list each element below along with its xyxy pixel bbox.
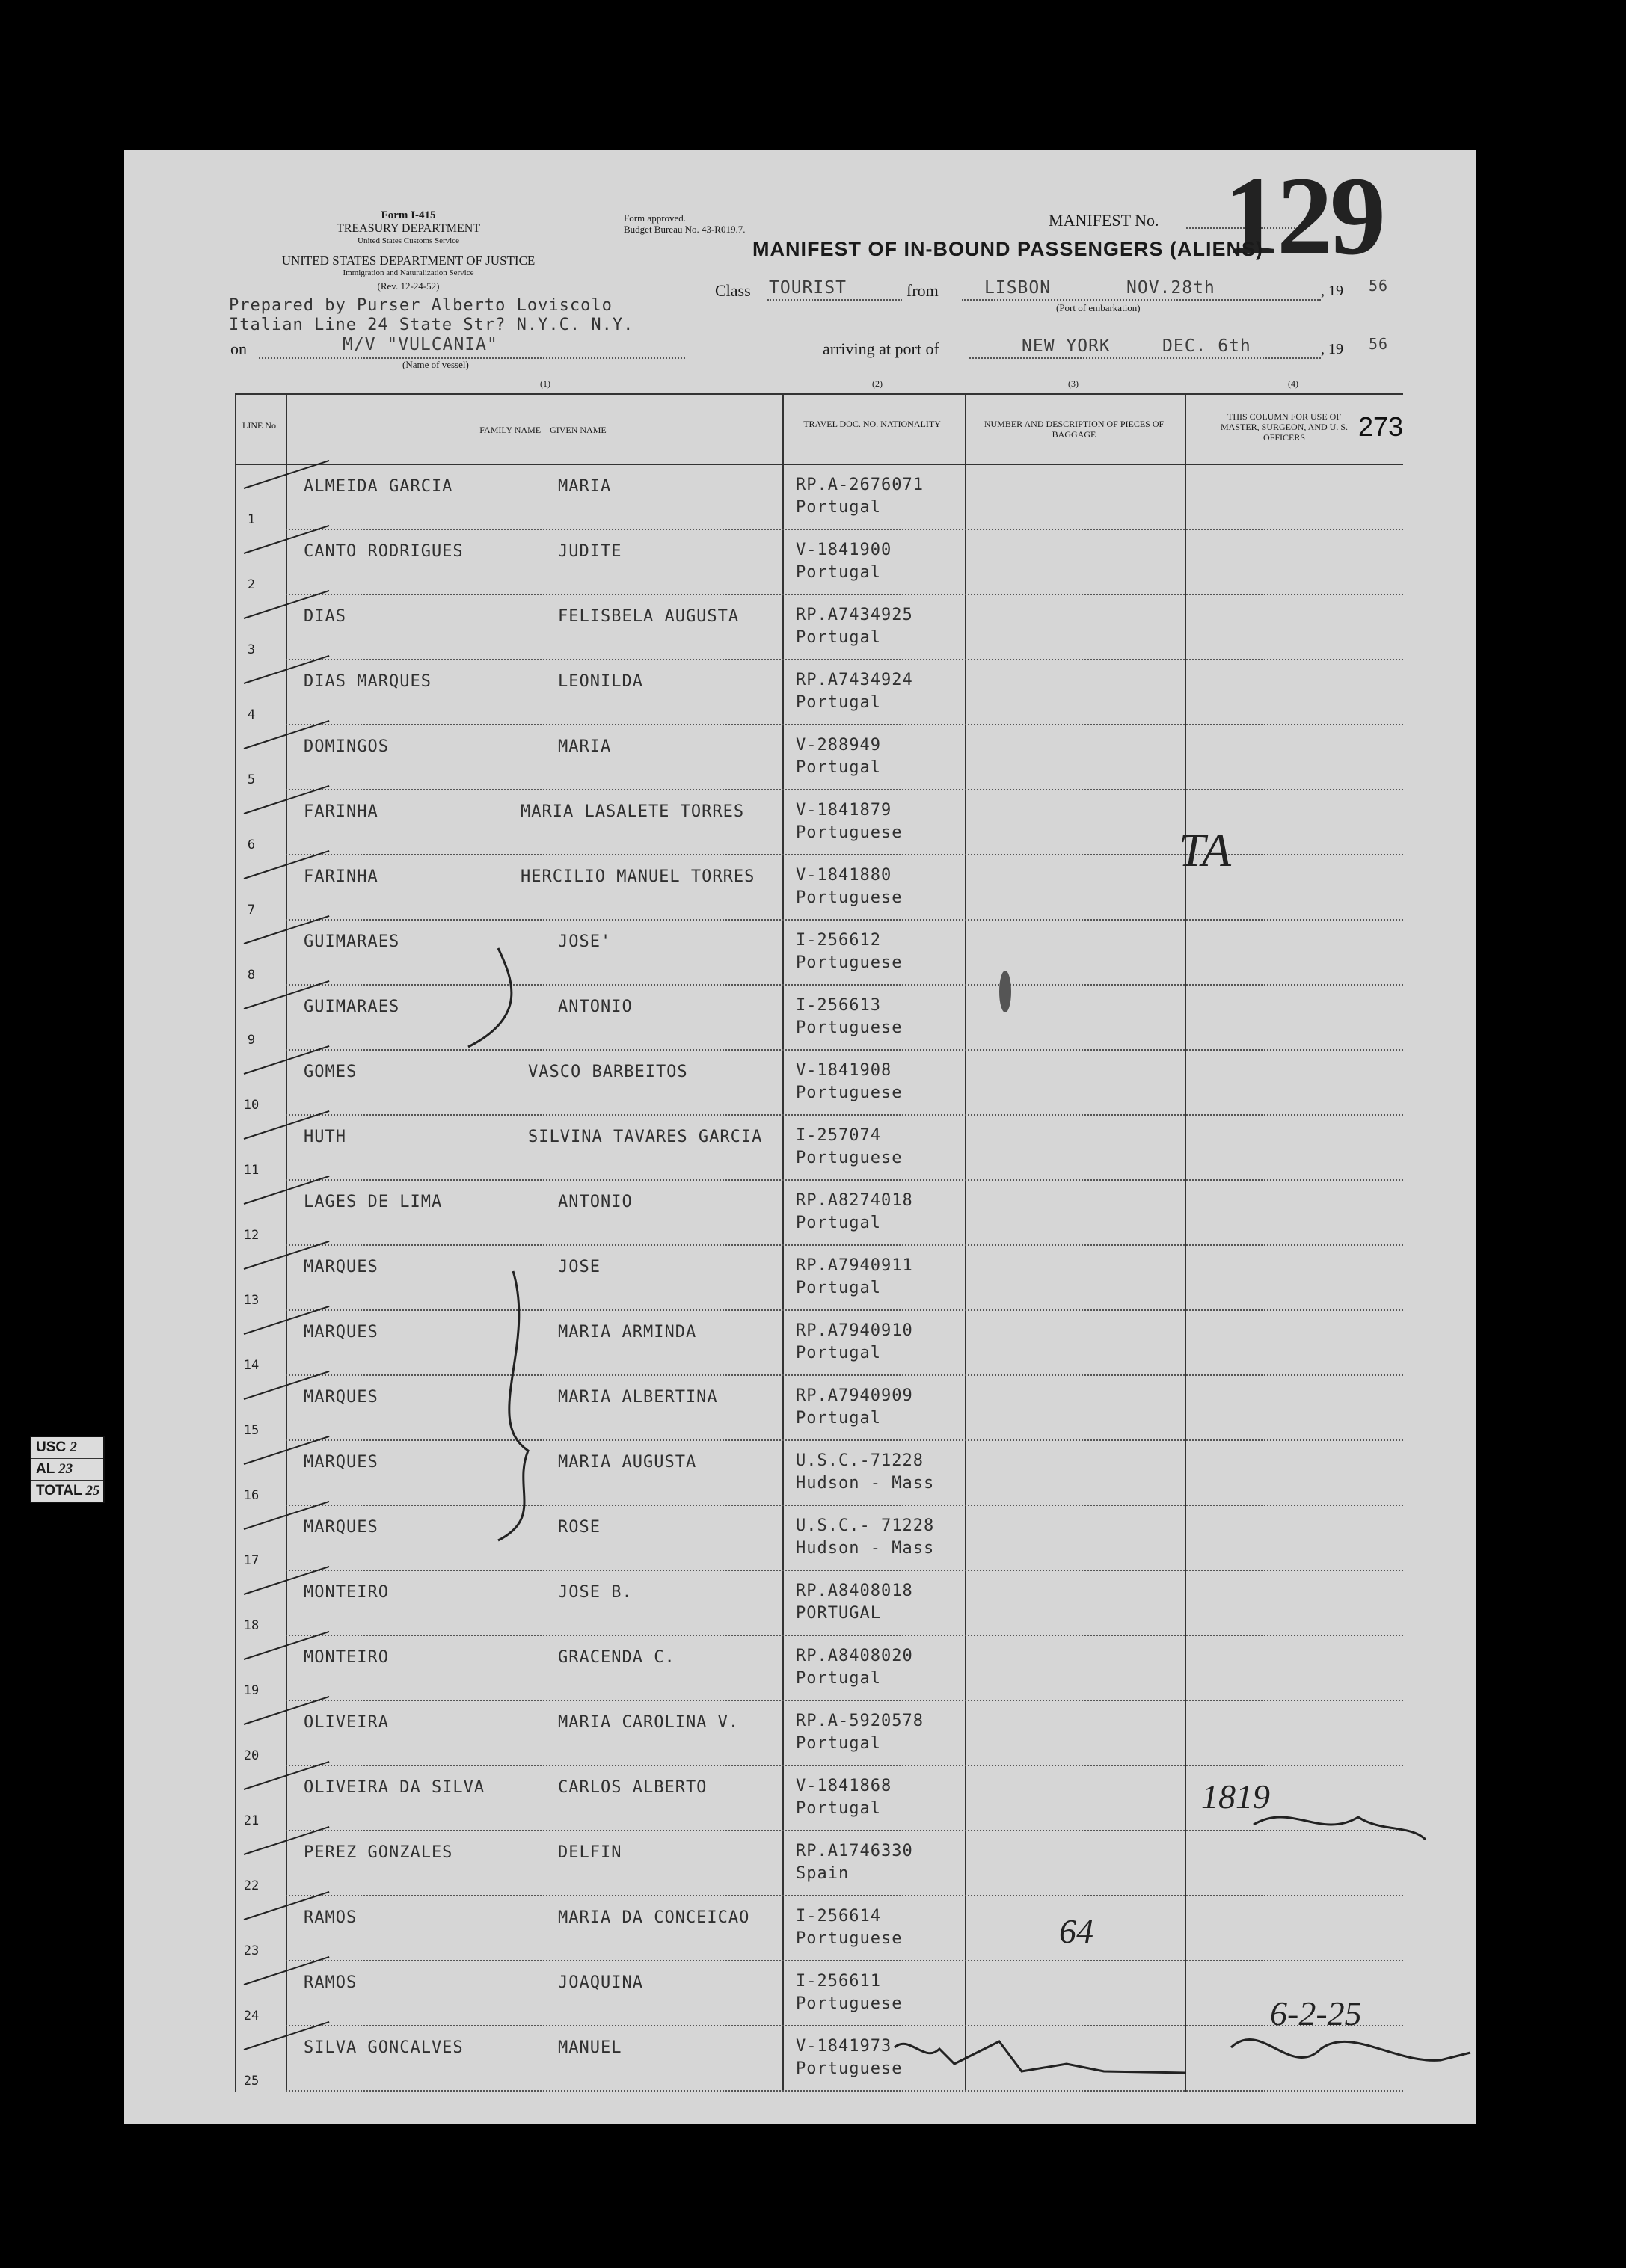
class-label: Class [715,281,751,300]
from-label: from [906,281,939,300]
row-nationality: Portugal [796,693,881,712]
row-given-name: LEONILDA [558,672,643,691]
row-given-name: FELISBELA AUGUSTA [558,607,740,626]
row-travel-doc: V-1841973 [796,2037,892,2056]
row-line-number: 25 [243,2074,260,2089]
row-given-name: JOAQUINA [558,1973,643,1992]
row-travel-doc: I-256613 [796,996,881,1015]
row-travel-doc: RP.A7940911 [796,1256,913,1275]
row-given-name: MARIA CAROLINA V. [558,1713,740,1732]
row-line-number: 9 [247,1033,256,1048]
row-given-name: MARIA DA CONCEICAO [558,1908,750,1927]
row-line-number: 17 [243,1553,260,1568]
year-prefix-2: , 19 [1321,341,1343,357]
row-family-name: DIAS [304,607,346,626]
row-travel-doc: RP.A7940910 [796,1321,913,1340]
row-line-number: 2 [247,577,256,592]
row-nationality: Portugal [796,758,881,777]
row-travel-doc: I-256614 [796,1907,881,1926]
row-line-number: 19 [243,1683,260,1698]
row-family-name: MARQUES [304,1518,378,1537]
row-line-number: 20 [243,1748,260,1763]
row-family-name: CANTO RODRIGUES [304,542,464,561]
row-given-name: DELFIN [558,1843,622,1862]
row-travel-doc: V-1841900 [796,541,892,559]
manifest-sheet [124,150,1476,2124]
annotation-6-2-25: 6-2-25 [1270,1994,1362,2032]
row-nationality: Portuguese [796,1149,903,1167]
port-embark-caption: (Port of embarkation) [1056,302,1141,313]
row-line-number: 24 [243,2009,260,2023]
row-travel-doc: I-257074 [796,1126,881,1145]
budget-bureau: Budget Bureau No. 43-R019.7. [624,224,746,235]
row-travel-doc: V-288949 [796,736,881,755]
col-header-travel-doc: TRAVEL DOC. NO. NATIONALITY [803,419,941,429]
row-family-name: OLIVEIRA DA SILVA [304,1778,485,1797]
row-travel-doc: RP.A7940909 [796,1386,913,1405]
arrival-date: DEC. 6th [1162,336,1251,356]
count-total: TOTAL 25 [36,1483,100,1499]
row-family-name: FARINHA [304,802,378,821]
row-line-number: 21 [243,1813,260,1828]
row-family-name: MARQUES [304,1323,378,1342]
annotation-64: 64 [1059,1912,1093,1950]
row-line-number: 3 [247,642,256,657]
row-family-name: PEREZ GONZALES [304,1843,453,1862]
row-given-name: MARIA AUGUSTA [558,1453,697,1472]
row-nationality: Portuguese [796,953,903,972]
row-given-name: MARIA LASALETE TORRES [521,802,745,821]
row-nationality: Portugal [796,498,881,517]
row-line-number: 14 [243,1358,260,1373]
customs-service: United States Customs Service [358,236,459,245]
row-travel-doc: V-1841880 [796,866,892,885]
ins-subtitle: Immigration and Naturalization Service [343,268,474,277]
row-nationality: Hudson - Mass [796,1539,935,1558]
prepared-by-line1: Prepared by Purser Alberto Loviscolo [229,296,613,315]
row-nationality: Portugal [796,563,881,582]
row-family-name: MARQUES [304,1258,378,1276]
row-line-number: 8 [247,968,256,983]
handwritten-marks [124,150,1476,2124]
row-family-name: MONTEIRO [304,1648,389,1667]
row-given-name: HERCILIO MANUEL TORRES [521,867,755,886]
arrival-port: NEW YORK [1022,336,1111,356]
row-line-number: 15 [243,1423,260,1438]
row-given-name: MARIA [558,477,612,496]
col-num-1: (1) [540,378,550,389]
port-of-embarkation: LISBON [984,278,1052,298]
row-given-name: MARIA ALBERTINA [558,1388,718,1407]
row-given-name: ANTONIO [558,998,633,1016]
row-family-name: MONTEIRO [304,1583,389,1602]
year-2: 56 [1369,335,1389,353]
row-nationality: Portuguese [796,1084,903,1102]
row-travel-doc: U.S.C.- 71228 [796,1516,935,1535]
manifest-title: MANIFEST OF IN-BOUND PASSENGERS (ALIENS) [752,238,1264,260]
row-given-name: JOSE [558,1258,601,1276]
row-nationality: Portuguese [796,1929,903,1948]
row-given-name: VASCO BARBEITOS [528,1063,688,1081]
row-family-name: MARQUES [304,1453,378,1472]
row-given-name: GRACENDA C. [558,1648,675,1667]
row-line-number: 18 [243,1618,260,1633]
row-nationality: Spain [796,1864,850,1883]
row-nationality: Portuguese [796,1994,903,2013]
row-given-name: MARIA [558,737,612,756]
row-given-name: ROSE [558,1518,601,1537]
row-travel-doc: I-256611 [796,1972,881,1991]
row-line-number: 5 [247,772,256,787]
vessel-caption: (Name of vessel) [402,359,469,370]
row-nationality: Portugal [796,1734,881,1753]
row-line-number: 4 [247,707,256,722]
row-line-number: 12 [243,1228,260,1243]
row-travel-doc: RP.A-5920578 [796,1712,924,1730]
prepared-by-line2: Italian Line 24 State Str? N.Y.C. N.Y. [229,316,634,334]
row-family-name: SILVA GONCALVES [304,2038,464,2057]
row-nationality: Portuguese [796,823,903,842]
revision-date: (Rev. 12-24-52) [377,280,440,292]
row-family-name: OLIVEIRA [304,1713,389,1732]
col-header-officers: THIS COLUMN FOR USE OF MASTER, SURGEON, AND U. S. OFFICERS [1220,411,1349,443]
row-family-name: ALMEIDA GARCIA [304,477,453,496]
row-travel-doc: V-1841908 [796,1061,892,1080]
row-line-number: 10 [243,1098,260,1113]
row-line-number: 16 [243,1488,260,1503]
row-nationality: Portugal [796,1214,881,1232]
row-given-name: JUDITE [558,542,622,561]
on-label: on [230,339,247,358]
doj-title: UNITED STATES DEPARTMENT OF JUSTICE [281,253,536,268]
row-given-name: MANUEL [558,2038,622,2057]
col-header-name: FAMILY NAME—GIVEN NAME [479,425,607,435]
row-nationality: Portugal [796,1344,881,1362]
row-given-name: SILVINA TAVARES GARCIA [528,1128,763,1146]
row-line-number: 11 [243,1163,260,1178]
row-nationality: Portugal [796,1669,881,1688]
form-number: Form I-415 [381,209,436,221]
row-family-name: HUTH [304,1128,346,1146]
row-nationality: Portuguese [796,2059,903,2078]
row-line-number: 13 [243,1293,260,1308]
row-family-name: FARINHA [304,867,378,886]
row-nationality: Portugal [796,1409,881,1428]
row-given-name: MARIA ARMINDA [558,1323,697,1342]
row-travel-doc: RP.A8408018 [796,1582,913,1600]
col-header-line-no: LINE No. [242,420,278,431]
row-travel-doc: RP.A-2676071 [796,476,924,494]
col-header-baggage: NUMBER AND DESCRIPTION OF PIECES OF BAGGAGE [984,419,1165,440]
arriving-label: arriving at port of [823,339,939,358]
count-usc: USC 2 [31,1437,103,1459]
row-line-number: 23 [243,1943,260,1958]
row-family-name: MARQUES [304,1388,378,1407]
row-family-name: GUIMARAES [304,932,400,951]
alien-count-box [30,1436,105,1503]
row-family-name: LAGES DE LIMA [304,1193,443,1211]
row-given-name: ANTONIO [558,1193,633,1211]
row-nationality: PORTUGAL [796,1604,881,1623]
embarkation-date: NOV.28th [1126,278,1215,298]
row-travel-doc: RP.A1746330 [796,1842,913,1860]
row-nationality: Hudson - Mass [796,1474,935,1493]
row-travel-doc: V-1841868 [796,1777,892,1795]
row-travel-doc: RP.A7434924 [796,671,913,689]
row-travel-doc: RP.A8408020 [796,1647,913,1665]
manifest-number: 129 [1224,154,1383,278]
row-family-name: DOMINGOS [304,737,389,756]
officers-stamp-number: 273 [1358,411,1404,442]
row-travel-doc: RP.A7434925 [796,606,913,624]
treasury-dept: TREASURY DEPARTMENT [336,222,481,235]
col-num-4: (4) [1288,378,1298,389]
row-family-name: RAMOS [304,1973,358,1992]
row-line-number: 6 [247,838,256,852]
row-line-number: 22 [243,1878,260,1893]
row-nationality: Portugal [796,628,881,647]
row-nationality: Portugal [796,1799,881,1818]
row-given-name: JOSE' [558,932,612,951]
count-al: AL 23 [31,1459,103,1481]
form-approved-label: Form approved. [624,212,687,224]
year-1: 56 [1369,277,1389,295]
annotation-ta: TA [1179,823,1231,876]
row-family-name: GUIMARAES [304,998,400,1016]
row-travel-doc: RP.A8274018 [796,1191,913,1210]
row-given-name: JOSE B. [558,1583,633,1602]
annotation-1819: 1819 [1201,1777,1270,1816]
row-family-name: GOMES [304,1063,358,1081]
row-travel-doc: I-256612 [796,931,881,950]
col-num-2: (2) [872,378,883,389]
col-num-3: (3) [1068,378,1079,389]
vessel-name: M/V "VULCANIA" [343,335,498,354]
row-travel-doc: V-1841879 [796,801,892,820]
row-family-name: RAMOS [304,1908,358,1927]
row-line-number: 1 [247,512,256,527]
year-prefix-1: , 19 [1321,283,1343,299]
row-family-name: DIAS MARQUES [304,672,432,691]
row-travel-doc: U.S.C.-71228 [796,1451,924,1470]
row-nationality: Portugal [796,1279,881,1297]
row-given-name: CARLOS ALBERTO [558,1778,708,1797]
row-nationality: Portuguese [796,1018,903,1037]
class-value: TOURIST [769,278,847,298]
row-line-number: 7 [247,903,256,918]
manifest-no-label: MANIFEST No. [1049,211,1159,230]
row-nationality: Portuguese [796,888,903,907]
